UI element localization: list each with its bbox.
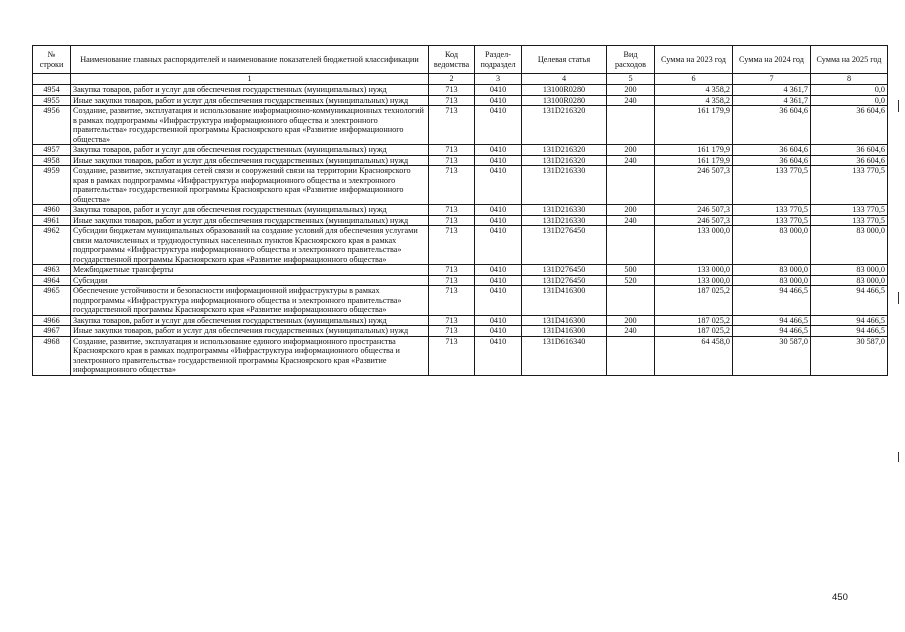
row-sum-2025: 94 466,5 (811, 315, 888, 326)
row-sum-2024: 94 466,5 (733, 326, 811, 337)
row-number: 4960 (33, 205, 71, 216)
header-expense-type: Вид расходов (607, 46, 655, 74)
row-section: 0410 (475, 155, 522, 166)
header-name: Наименование главных распорядителей и наименование показателей бюджетной классификации (71, 46, 429, 74)
row-sum-2023: 161 179,9 (655, 106, 733, 145)
column-index: 8 (811, 74, 888, 85)
column-index (33, 74, 71, 85)
row-number: 4965 (33, 286, 71, 316)
row-department-code: 713 (429, 85, 475, 96)
row-sum-2023: 161 179,9 (655, 155, 733, 166)
row-target-item: 13100R0280 (522, 95, 607, 106)
row-sum-2024: 36 604,6 (733, 106, 811, 145)
row-sum-2025: 133 770,5 (811, 215, 888, 226)
row-target-item: 131D216320 (522, 145, 607, 156)
row-sum-2023: 64 458,0 (655, 336, 733, 375)
header-target-item: Целевая статья (522, 46, 607, 74)
table-row (33, 85, 888, 96)
row-section: 0410 (475, 265, 522, 276)
row-department-code: 713 (429, 336, 475, 375)
row-sum-2023: 187 025,2 (655, 286, 733, 316)
row-sum-2023: 246 507,3 (655, 205, 733, 216)
scan-edge-mark (898, 452, 899, 462)
row-sum-2024: 30 587,0 (733, 336, 811, 375)
row-expense-type: 200 (607, 205, 655, 216)
row-sum-2025: 30 587,0 (811, 336, 888, 375)
row-sum-2023: 246 507,3 (655, 166, 733, 205)
row-sum-2025: 83 000,0 (811, 275, 888, 286)
row-name: Создание, развитие, эксплуатация и использование единого информационного пространства Красноярского края в рамках подпрограммы «Инфраструктура информационного общества и электронного правительства» государственной программы Красноярского края «Развитие информационного общества» (71, 336, 429, 375)
table-row (33, 275, 888, 286)
column-index: 4 (522, 74, 607, 85)
row-sum-2023: 187 025,2 (655, 326, 733, 337)
row-expense-type: 200 (607, 145, 655, 156)
column-index: 2 (429, 74, 475, 85)
row-sum-2025: 83 000,0 (811, 226, 888, 265)
table-row (33, 106, 888, 145)
row-target-item: 131D216320 (522, 155, 607, 166)
row-target-item: 131D276450 (522, 265, 607, 276)
row-department-code: 713 (429, 326, 475, 337)
row-section: 0410 (475, 286, 522, 316)
row-sum-2024: 133 770,5 (733, 166, 811, 205)
row-name: Межбюджетные трансферты (71, 265, 429, 276)
row-expense-type: 200 (607, 85, 655, 96)
header-department-code: Код ведомства (429, 46, 475, 74)
row-sum-2025: 83 000,0 (811, 265, 888, 276)
table-row (33, 166, 888, 205)
row-sum-2025: 94 466,5 (811, 286, 888, 316)
row-number: 4967 (33, 326, 71, 337)
table-row (33, 95, 888, 106)
header-section: Раздел-подраздел (475, 46, 522, 74)
column-index: 3 (475, 74, 522, 85)
row-name: Создание, развитие, эксплуатация сетей связи и сооружений связи на территории Красноярского края в рамках подпрограммы «Инфраструктура информационного общества и электронного правительства» государственной программы Красноярского края «Развитие информационного общества» (71, 166, 429, 205)
row-name: Создание, развитие, эксплуатация и использование информационно-коммуникационных технологий в рамках подпрограммы «Инфраструктура информационного общества и электронного правительства» государственной программы Красноярского края «Развитие информационного общества» (71, 106, 429, 145)
row-target-item: 13100R0280 (522, 85, 607, 96)
column-index: 6 (655, 74, 733, 85)
row-section: 0410 (475, 275, 522, 286)
row-name: Иные закупки товаров, работ и услуг для обеспечения государственных (муниципальных) нужд (71, 215, 429, 226)
row-department-code: 713 (429, 265, 475, 276)
row-expense-type (607, 166, 655, 205)
header-sum-2023: Сумма на 2023 год (655, 46, 733, 74)
row-name: Субсидии бюджетам муниципальных образований на создание условий для обеспечения услугами связи малочисленных и труднодоступных населенных пунктов Красноярского края в рамках подпрограммы «Инфраструктура информационного общества и электронного правительства» государственной программы Красноярского края «Развитие информационного общества» (71, 226, 429, 265)
row-number: 4958 (33, 155, 71, 166)
table-row (33, 155, 888, 166)
row-department-code: 713 (429, 95, 475, 106)
row-expense-type (607, 106, 655, 145)
row-name: Иные закупки товаров, работ и услуг для обеспечения государственных (муниципальных) нужд (71, 155, 429, 166)
row-section: 0410 (475, 166, 522, 205)
row-sum-2023: 4 358,2 (655, 85, 733, 96)
table-row (33, 215, 888, 226)
row-department-code: 713 (429, 315, 475, 326)
row-number: 4961 (33, 215, 71, 226)
row-department-code: 713 (429, 166, 475, 205)
row-sum-2025: 36 604,6 (811, 155, 888, 166)
row-sum-2024: 36 604,6 (733, 145, 811, 156)
row-expense-type: 520 (607, 275, 655, 286)
row-name: Закупка товаров, работ и услуг для обеспечения государственных (муниципальных) нужд (71, 205, 429, 216)
row-name: Закупка товаров, работ и услуг для обеспечения государственных (муниципальных) нужд (71, 315, 429, 326)
row-target-item: 131D276450 (522, 275, 607, 286)
row-section: 0410 (475, 215, 522, 226)
row-target-item: 131D616340 (522, 336, 607, 375)
row-sum-2023: 133 000,0 (655, 226, 733, 265)
table-row (33, 205, 888, 216)
row-sum-2025: 133 770,5 (811, 205, 888, 216)
row-number: 4956 (33, 106, 71, 145)
row-department-code: 713 (429, 226, 475, 265)
row-number: 4968 (33, 336, 71, 375)
row-expense-type: 200 (607, 315, 655, 326)
row-target-item: 131D416300 (522, 326, 607, 337)
row-expense-type: 240 (607, 326, 655, 337)
row-sum-2024: 83 000,0 (733, 265, 811, 276)
column-index-row (33, 74, 888, 85)
table-row (33, 265, 888, 276)
row-sum-2025: 36 604,6 (811, 106, 888, 145)
row-target-item: 131D416300 (522, 286, 607, 316)
row-section: 0410 (475, 326, 522, 337)
header-sum-2025: Сумма на 2025 год (811, 46, 888, 74)
row-sum-2023: 246 507,3 (655, 215, 733, 226)
row-sum-2024: 83 000,0 (733, 226, 811, 265)
row-department-code: 713 (429, 286, 475, 316)
row-name: Иные закупки товаров, работ и услуг для обеспечения государственных (муниципальных) нужд (71, 326, 429, 337)
row-number: 4963 (33, 265, 71, 276)
row-sum-2024: 94 466,5 (733, 286, 811, 316)
row-number: 4964 (33, 275, 71, 286)
row-department-code: 713 (429, 106, 475, 145)
row-expense-type: 500 (607, 265, 655, 276)
column-index: 1 (71, 74, 429, 85)
column-index: 5 (607, 74, 655, 85)
row-section: 0410 (475, 226, 522, 265)
header-row (33, 46, 888, 74)
scan-edge-mark (898, 100, 899, 112)
row-department-code: 713 (429, 145, 475, 156)
row-sum-2023: 133 000,0 (655, 265, 733, 276)
column-index: 7 (733, 74, 811, 85)
row-name: Субсидии (71, 275, 429, 286)
table-row (33, 336, 888, 375)
row-section: 0410 (475, 315, 522, 326)
row-department-code: 713 (429, 155, 475, 166)
row-expense-type: 240 (607, 215, 655, 226)
header-sum-2024: Сумма на 2024 год (733, 46, 811, 74)
row-expense-type (607, 336, 655, 375)
row-target-item: 131D216330 (522, 215, 607, 226)
row-section: 0410 (475, 336, 522, 375)
row-sum-2025: 36 604,6 (811, 145, 888, 156)
page-number: 450 (832, 592, 848, 603)
row-sum-2024: 83 000,0 (733, 275, 811, 286)
row-number: 4957 (33, 145, 71, 156)
row-sum-2024: 133 770,5 (733, 215, 811, 226)
row-name: Иные закупки товаров, работ и услуг для обеспечения государственных (муниципальных) нужд (71, 95, 429, 106)
header-row-number: № строки (33, 46, 71, 74)
row-sum-2025: 0,0 (811, 85, 888, 96)
row-number: 4966 (33, 315, 71, 326)
row-department-code: 713 (429, 275, 475, 286)
row-number: 4959 (33, 166, 71, 205)
row-department-code: 713 (429, 205, 475, 216)
row-sum-2023: 187 025,2 (655, 315, 733, 326)
budget-sheet (32, 45, 888, 376)
row-target-item: 131D216320 (522, 106, 607, 145)
row-sum-2023: 161 179,9 (655, 145, 733, 156)
table-body (33, 85, 888, 376)
row-sum-2024: 133 770,5 (733, 205, 811, 216)
row-section: 0410 (475, 85, 522, 96)
row-number: 4954 (33, 85, 71, 96)
row-sum-2023: 4 358,2 (655, 95, 733, 106)
row-section: 0410 (475, 145, 522, 156)
row-section: 0410 (475, 106, 522, 145)
table-row (33, 226, 888, 265)
row-expense-type (607, 286, 655, 316)
row-name: Закупка товаров, работ и услуг для обеспечения государственных (муниципальных) нужд (71, 145, 429, 156)
row-section: 0410 (475, 205, 522, 216)
table-row (33, 145, 888, 156)
row-sum-2025: 133 770,5 (811, 166, 888, 205)
row-expense-type (607, 226, 655, 265)
row-sum-2024: 36 604,6 (733, 155, 811, 166)
table-row (33, 315, 888, 326)
row-sum-2024: 4 361,7 (733, 85, 811, 96)
row-expense-type: 240 (607, 155, 655, 166)
row-target-item: 131D416300 (522, 315, 607, 326)
table-row (33, 326, 888, 337)
row-number: 4962 (33, 226, 71, 265)
row-name: Обеспечение устойчивости и безопасности информационной инфраструктуры в рамках подпрограммы «Инфраструктура информационного общества и электронного правительства» государственной программы Красноярского края «Развитие информационного общества» (71, 286, 429, 316)
table-row (33, 286, 888, 316)
row-target-item: 131D276450 (522, 226, 607, 265)
row-target-item: 131D216330 (522, 205, 607, 216)
budget-table (32, 45, 888, 376)
row-department-code: 713 (429, 215, 475, 226)
row-sum-2024: 4 361,7 (733, 95, 811, 106)
row-number: 4955 (33, 95, 71, 106)
row-sum-2024: 94 466,5 (733, 315, 811, 326)
row-sum-2025: 94 466,5 (811, 326, 888, 337)
scan-edge-mark (898, 292, 899, 304)
row-sum-2025: 0,0 (811, 95, 888, 106)
row-sum-2023: 133 000,0 (655, 275, 733, 286)
row-target-item: 131D216330 (522, 166, 607, 205)
row-expense-type: 240 (607, 95, 655, 106)
row-section: 0410 (475, 95, 522, 106)
row-name: Закупка товаров, работ и услуг для обеспечения государственных (муниципальных) нужд (71, 85, 429, 96)
